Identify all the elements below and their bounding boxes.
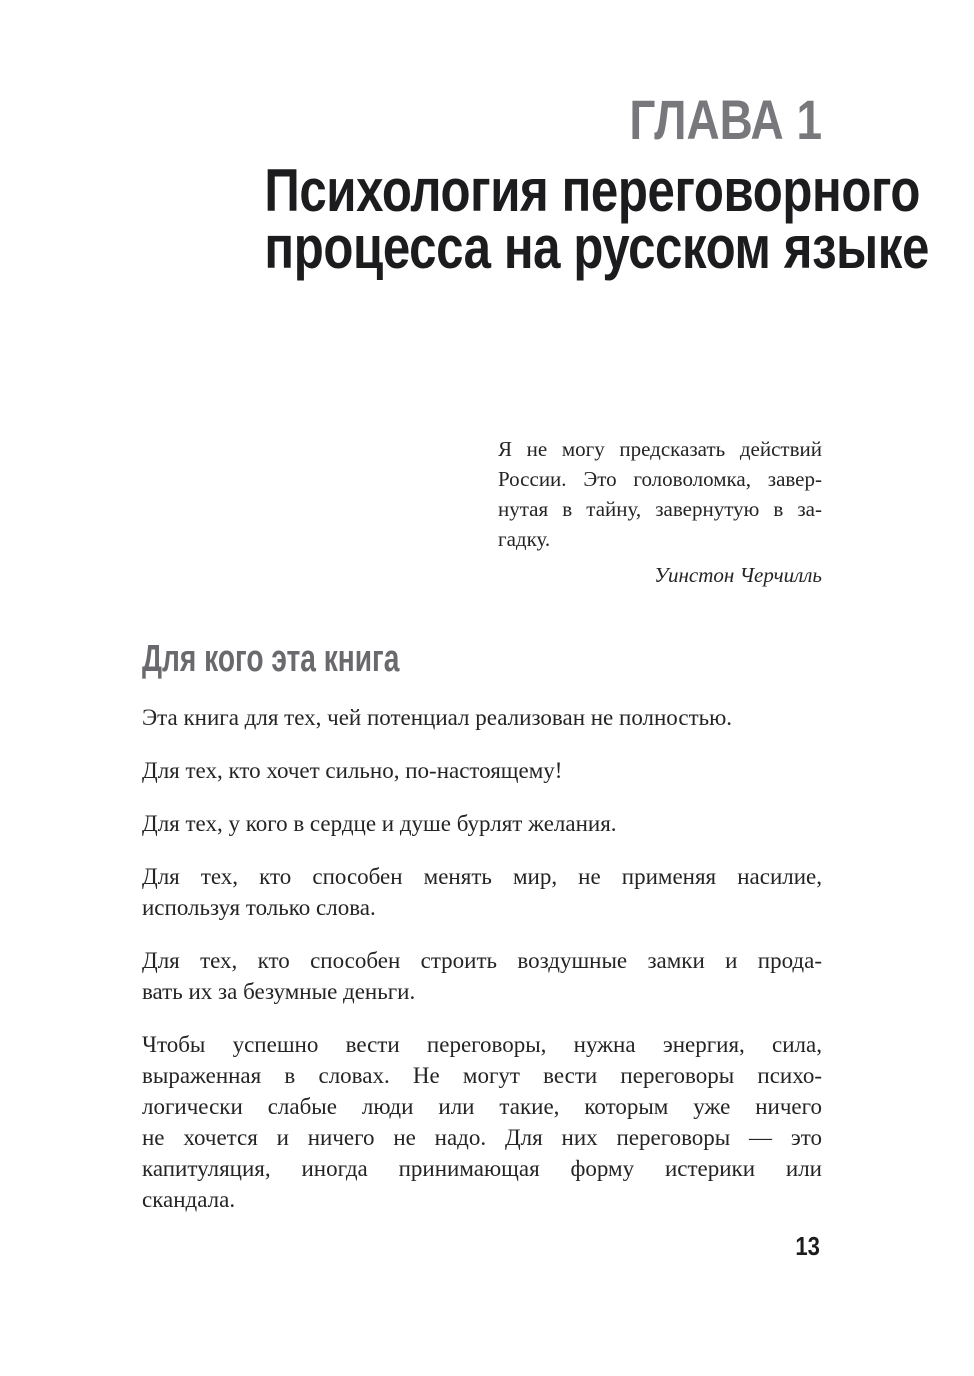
paragraph-line: Для тех, кто способен строить воздушные замки и прода- [142,948,822,973]
paragraph [142,945,822,1007]
paragraph-line: вать их за безумные деньги. [142,979,416,1004]
paragraph-line: Эта книга для тех, чей потенциал реализован не полностью. [142,705,733,730]
section-heading: Для кого эта книга [142,638,400,680]
paragraph [142,702,822,733]
chapter-title-line: Психология переговорного [264,157,921,224]
paragraph-line: Для тех, у кого в сердце и душе бурлят желания. [142,811,617,836]
paragraph-line: выраженная в словах. Не могут вести переговоры психо- [142,1063,822,1088]
epigraph-line: Я не могу предсказать действий [498,437,822,461]
chapter-label: ГЛАВА 1 [629,88,822,151]
paragraph-line: используя только слова. [142,895,376,920]
epigraph-attribution: Уинстон Черчилль [654,563,822,587]
paragraph [142,861,822,923]
body-text [142,702,822,1215]
paragraph [142,808,822,839]
epigraph-line: России. Это головоломка, завер- [498,467,822,491]
epigraph [498,434,822,588]
chapter-title [264,157,929,281]
page-content [142,0,929,1237]
epigraph-quote [498,434,822,554]
page-number: 13 [795,1231,820,1261]
epigraph-line: нутая в тайну, завернутую в за- [498,497,822,521]
paragraph-line: Для тех, кто способен менять мир, не применяя насилие, [142,864,822,889]
epigraph-line: гадку. [498,527,551,551]
paragraph-line: капитуляция, иногда принимающая форму истерики или [142,1156,822,1181]
paragraph-line: скандала. [142,1187,236,1212]
paragraph [142,1029,822,1215]
paragraph [142,755,822,786]
paragraph-line: Чтобы успешно вести переговоры, нужна энергия, сила, [142,1032,822,1057]
paragraph-line: Для тех, кто хочет сильно, по-настоящему! [142,758,563,783]
paragraph-line: логически слабые люди или такие, которым уже ничего [142,1094,822,1119]
paragraph-line: не хочется и ничего не надо. Для них переговоры — это [142,1125,822,1150]
chapter-title-line: процесса на русском языке [264,214,929,281]
